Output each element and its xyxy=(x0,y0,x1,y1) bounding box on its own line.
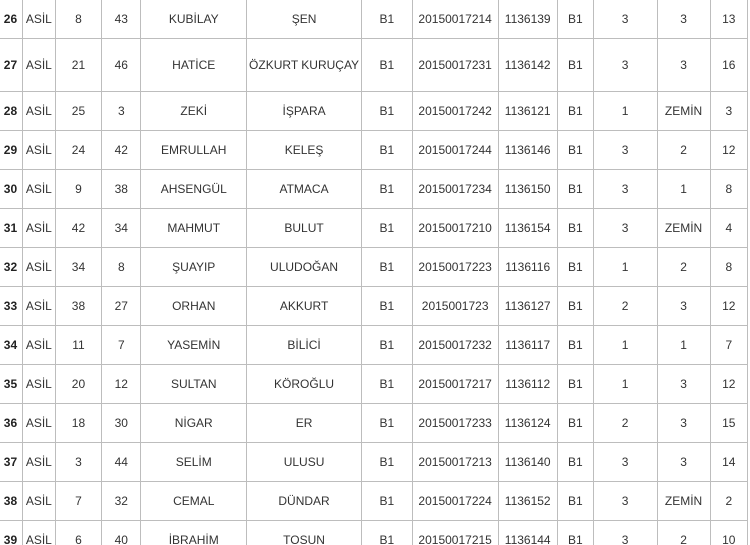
floor-cell: 1 xyxy=(657,170,710,209)
row-number: 32 xyxy=(0,248,22,287)
level-2-cell: B1 xyxy=(557,482,593,521)
column-3-cell: 3 xyxy=(593,131,657,170)
column-4-cell: 13 xyxy=(710,0,747,39)
table-row xyxy=(0,482,748,521)
student-number-cell: 20150017233 xyxy=(412,404,498,443)
column-4-cell: 12 xyxy=(710,287,747,326)
level-2-cell: B1 xyxy=(557,443,593,482)
first-name-cell: SELİM xyxy=(141,443,247,482)
last-name-cell: ÖZKURT KURUÇAY xyxy=(247,39,362,92)
level-2-cell: B1 xyxy=(557,404,593,443)
column-1-cell: 7 xyxy=(55,482,101,521)
level-cell: B1 xyxy=(362,209,413,248)
row-number: 38 xyxy=(0,482,22,521)
level-2-cell: B1 xyxy=(557,326,593,365)
last-name-cell: KELEŞ xyxy=(247,131,362,170)
status-cell: ASİL xyxy=(22,248,55,287)
column-3-cell: 2 xyxy=(593,404,657,443)
floor-cell: 3 xyxy=(657,404,710,443)
status-cell: ASİL xyxy=(22,404,55,443)
student-number-cell: 20150017224 xyxy=(412,482,498,521)
first-name-cell: SULTAN xyxy=(141,365,247,404)
student-number-cell: 20150017244 xyxy=(412,131,498,170)
column-2-cell: 7 xyxy=(102,326,141,365)
level-cell: B1 xyxy=(362,365,413,404)
status-cell: ASİL xyxy=(22,209,55,248)
code-cell: 1136142 xyxy=(498,39,557,92)
level-2-cell: B1 xyxy=(557,0,593,39)
level-cell: B1 xyxy=(362,131,413,170)
student-number-cell: 20150017217 xyxy=(412,365,498,404)
column-1-cell: 18 xyxy=(55,404,101,443)
first-name-cell: ORHAN xyxy=(141,287,247,326)
first-name-cell: MAHMUT xyxy=(141,209,247,248)
column-3-cell: 1 xyxy=(593,326,657,365)
column-1-cell: 21 xyxy=(55,39,101,92)
status-cell: ASİL xyxy=(22,0,55,39)
column-2-cell: 12 xyxy=(102,365,141,404)
level-2-cell: B1 xyxy=(557,39,593,92)
column-3-cell: 2 xyxy=(593,287,657,326)
column-3-cell: 3 xyxy=(593,209,657,248)
status-cell: ASİL xyxy=(22,92,55,131)
column-2-cell: 3 xyxy=(102,92,141,131)
row-number: 26 xyxy=(0,0,22,39)
table-row xyxy=(0,0,748,39)
first-name-cell: CEMAL xyxy=(141,482,247,521)
status-cell: ASİL xyxy=(22,443,55,482)
table-row xyxy=(0,443,748,482)
floor-cell: 2 xyxy=(657,131,710,170)
column-1-cell: 11 xyxy=(55,326,101,365)
code-cell: 1136144 xyxy=(498,521,557,545)
row-number: 35 xyxy=(0,365,22,404)
table-row xyxy=(0,326,748,365)
status-cell: ASİL xyxy=(22,365,55,404)
column-2-cell: 38 xyxy=(102,170,141,209)
student-number-cell: 20150017214 xyxy=(412,0,498,39)
student-number-cell: 20150017234 xyxy=(412,170,498,209)
column-1-cell: 8 xyxy=(55,0,101,39)
floor-cell: 2 xyxy=(657,248,710,287)
level-2-cell: B1 xyxy=(557,92,593,131)
code-cell: 1136116 xyxy=(498,248,557,287)
first-name-cell: EMRULLAH xyxy=(141,131,247,170)
column-4-cell: 3 xyxy=(710,92,747,131)
row-number: 33 xyxy=(0,287,22,326)
column-3-cell: 1 xyxy=(593,92,657,131)
level-cell: B1 xyxy=(362,326,413,365)
first-name-cell: İBRAHİM xyxy=(141,521,247,545)
floor-cell: 3 xyxy=(657,365,710,404)
level-cell: B1 xyxy=(362,482,413,521)
column-1-cell: 24 xyxy=(55,131,101,170)
column-1-cell: 25 xyxy=(55,92,101,131)
code-cell: 1136152 xyxy=(498,482,557,521)
column-1-cell: 9 xyxy=(55,170,101,209)
table-row xyxy=(0,209,748,248)
last-name-cell: TOSUN xyxy=(247,521,362,545)
code-cell: 1136139 xyxy=(498,0,557,39)
first-name-cell: KUBİLAY xyxy=(141,0,247,39)
column-2-cell: 46 xyxy=(102,39,141,92)
student-number-cell: 20150017210 xyxy=(412,209,498,248)
level-2-cell: B1 xyxy=(557,287,593,326)
last-name-cell: ULUDOĞAN xyxy=(247,248,362,287)
first-name-cell: ŞUAYIP xyxy=(141,248,247,287)
floor-cell: 1 xyxy=(657,326,710,365)
level-cell: B1 xyxy=(362,443,413,482)
code-cell: 1136127 xyxy=(498,287,557,326)
student-number-cell: 20150017213 xyxy=(412,443,498,482)
column-4-cell: 10 xyxy=(710,521,747,545)
column-3-cell: 3 xyxy=(593,39,657,92)
status-cell: ASİL xyxy=(22,482,55,521)
column-4-cell: 4 xyxy=(710,209,747,248)
status-cell: ASİL xyxy=(22,39,55,92)
level-cell: B1 xyxy=(362,521,413,545)
level-2-cell: B1 xyxy=(557,521,593,545)
last-name-cell: ŞEN xyxy=(247,0,362,39)
last-name-cell: BULUT xyxy=(247,209,362,248)
table-row xyxy=(0,521,748,545)
column-4-cell: 12 xyxy=(710,131,747,170)
level-cell: B1 xyxy=(362,0,413,39)
floor-cell: ZEMİN xyxy=(657,482,710,521)
level-2-cell: B1 xyxy=(557,131,593,170)
column-3-cell: 3 xyxy=(593,482,657,521)
floor-cell: 2 xyxy=(657,521,710,545)
column-4-cell: 12 xyxy=(710,365,747,404)
level-cell: B1 xyxy=(362,170,413,209)
floor-cell: 3 xyxy=(657,39,710,92)
code-cell: 1136154 xyxy=(498,209,557,248)
column-4-cell: 7 xyxy=(710,326,747,365)
student-number-cell: 20150017232 xyxy=(412,326,498,365)
column-4-cell: 15 xyxy=(710,404,747,443)
column-2-cell: 40 xyxy=(102,521,141,545)
level-cell: B1 xyxy=(362,248,413,287)
last-name-cell: DÜNDAR xyxy=(247,482,362,521)
floor-cell: 3 xyxy=(657,0,710,39)
student-number-cell: 20150017215 xyxy=(412,521,498,545)
column-1-cell: 6 xyxy=(55,521,101,545)
level-cell: B1 xyxy=(362,39,413,92)
row-number: 30 xyxy=(0,170,22,209)
last-name-cell: AKKURT xyxy=(247,287,362,326)
column-4-cell: 8 xyxy=(710,170,747,209)
code-cell: 1136112 xyxy=(498,365,557,404)
column-1-cell: 42 xyxy=(55,209,101,248)
floor-cell: ZEMİN xyxy=(657,92,710,131)
floor-cell: ZEMİN xyxy=(657,209,710,248)
row-number: 37 xyxy=(0,443,22,482)
table-row xyxy=(0,170,748,209)
column-3-cell: 3 xyxy=(593,443,657,482)
code-cell: 1136117 xyxy=(498,326,557,365)
code-cell: 1136150 xyxy=(498,170,557,209)
last-name-cell: ATMACA xyxy=(247,170,362,209)
row-number: 31 xyxy=(0,209,22,248)
code-cell: 1136140 xyxy=(498,443,557,482)
column-4-cell: 14 xyxy=(710,443,747,482)
first-name-cell: AHSENGÜL xyxy=(141,170,247,209)
column-3-cell: 3 xyxy=(593,521,657,545)
column-2-cell: 42 xyxy=(102,131,141,170)
level-2-cell: B1 xyxy=(557,365,593,404)
table-row xyxy=(0,39,748,92)
row-number: 27 xyxy=(0,39,22,92)
row-number: 34 xyxy=(0,326,22,365)
status-cell: ASİL xyxy=(22,131,55,170)
last-name-cell: KÖROĞLU xyxy=(247,365,362,404)
table-row xyxy=(0,287,748,326)
column-4-cell: 2 xyxy=(710,482,747,521)
status-cell: ASİL xyxy=(22,287,55,326)
student-number-cell: 20150017242 xyxy=(412,92,498,131)
column-2-cell: 30 xyxy=(102,404,141,443)
column-4-cell: 16 xyxy=(710,39,747,92)
table-row xyxy=(0,365,748,404)
student-number-cell: 20150017223 xyxy=(412,248,498,287)
table-row xyxy=(0,131,748,170)
column-2-cell: 34 xyxy=(102,209,141,248)
student-number-cell: 20150017231 xyxy=(412,39,498,92)
code-cell: 1136146 xyxy=(498,131,557,170)
status-cell: ASİL xyxy=(22,521,55,545)
table-row xyxy=(0,92,748,131)
column-1-cell: 3 xyxy=(55,443,101,482)
first-name-cell: NİGAR xyxy=(141,404,247,443)
floor-cell: 3 xyxy=(657,287,710,326)
level-2-cell: B1 xyxy=(557,170,593,209)
last-name-cell: ER xyxy=(247,404,362,443)
first-name-cell: HATİCE xyxy=(141,39,247,92)
last-name-cell: İŞPARA xyxy=(247,92,362,131)
row-number: 28 xyxy=(0,92,22,131)
level-2-cell: B1 xyxy=(557,209,593,248)
column-4-cell: 8 xyxy=(710,248,747,287)
column-3-cell: 3 xyxy=(593,170,657,209)
column-3-cell: 1 xyxy=(593,365,657,404)
level-cell: B1 xyxy=(362,404,413,443)
column-3-cell: 1 xyxy=(593,248,657,287)
column-2-cell: 43 xyxy=(102,0,141,39)
last-name-cell: ULUSU xyxy=(247,443,362,482)
row-number: 36 xyxy=(0,404,22,443)
status-cell: ASİL xyxy=(22,170,55,209)
floor-cell: 3 xyxy=(657,443,710,482)
level-2-cell: B1 xyxy=(557,248,593,287)
level-cell: B1 xyxy=(362,92,413,131)
last-name-cell: BİLİCİ xyxy=(247,326,362,365)
row-number: 39 xyxy=(0,521,22,545)
column-2-cell: 8 xyxy=(102,248,141,287)
column-1-cell: 38 xyxy=(55,287,101,326)
table-row xyxy=(0,248,748,287)
column-3-cell: 3 xyxy=(593,0,657,39)
code-cell: 1136121 xyxy=(498,92,557,131)
row-number: 29 xyxy=(0,131,22,170)
student-number-cell: 2015001723 xyxy=(412,287,498,326)
first-name-cell: YASEMİN xyxy=(141,326,247,365)
status-cell: ASİL xyxy=(22,326,55,365)
column-2-cell: 27 xyxy=(102,287,141,326)
column-1-cell: 20 xyxy=(55,365,101,404)
code-cell: 1136124 xyxy=(498,404,557,443)
level-cell: B1 xyxy=(362,287,413,326)
column-2-cell: 44 xyxy=(102,443,141,482)
table-row xyxy=(0,404,748,443)
first-name-cell: ZEKİ xyxy=(141,92,247,131)
column-2-cell: 32 xyxy=(102,482,141,521)
column-1-cell: 34 xyxy=(55,248,101,287)
